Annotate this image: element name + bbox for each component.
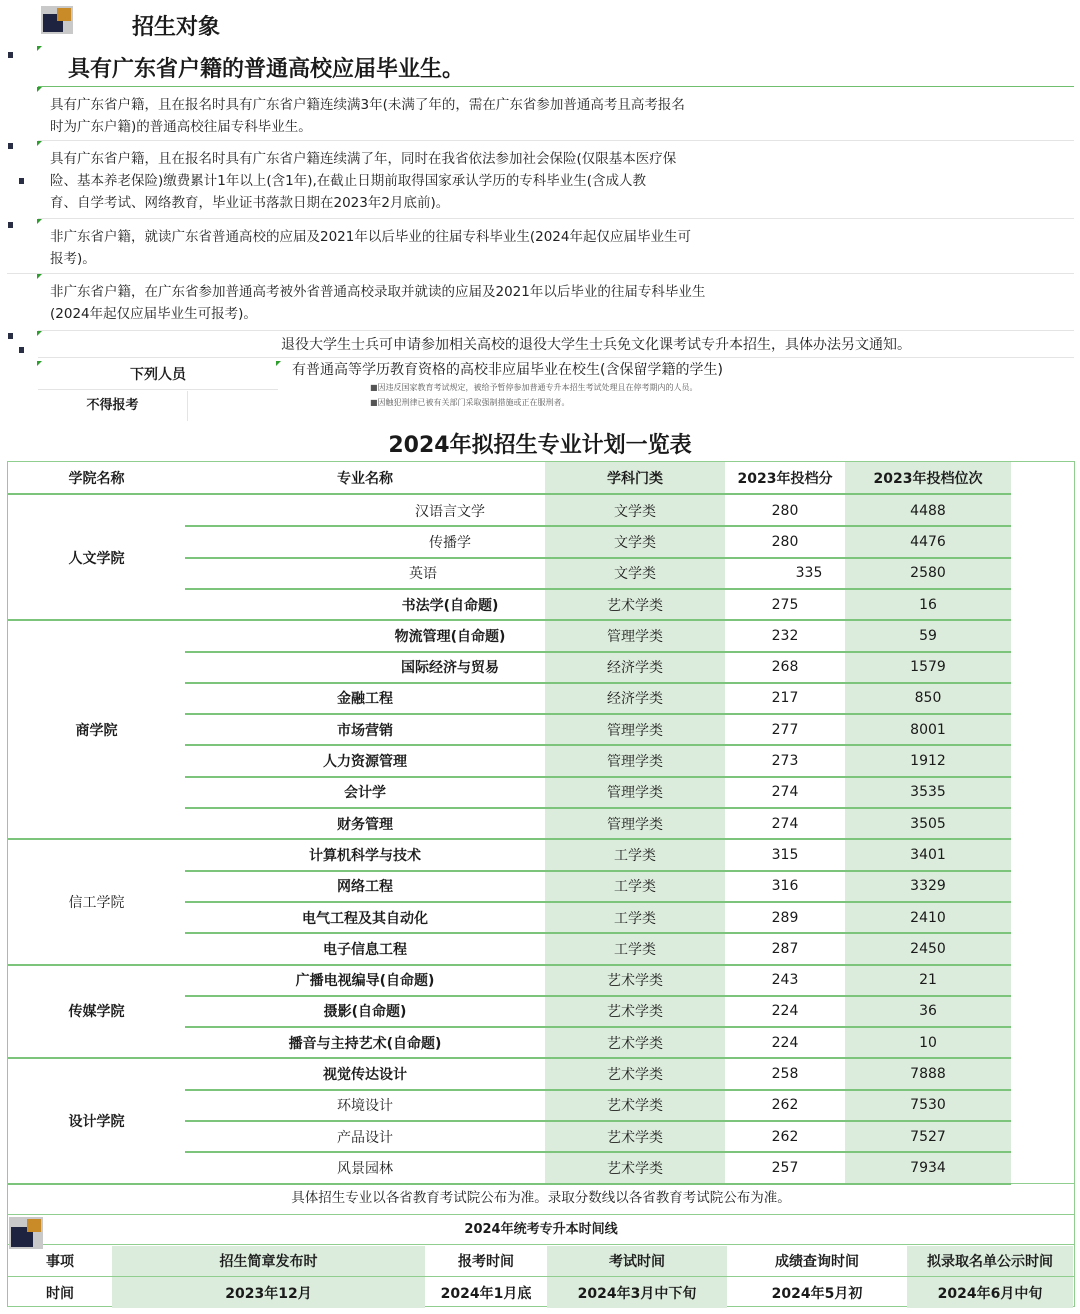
plan-table bbox=[7, 461, 1075, 1184]
major-cell: 电子信息工程 bbox=[323, 941, 407, 958]
major-cell: 国际经济与贸易 bbox=[401, 660, 499, 677]
category-cell: 艺术学类 bbox=[607, 973, 663, 990]
header-category: 学科门类 bbox=[607, 470, 663, 487]
cell-marker-icon bbox=[37, 46, 42, 51]
score-cell: 315 bbox=[771, 846, 799, 863]
major-cell: 英语 bbox=[409, 566, 437, 583]
rank-cell: 7530 bbox=[910, 1097, 946, 1114]
rank-cell: 1912 bbox=[910, 753, 946, 770]
rank-cell: 1579 bbox=[910, 659, 946, 676]
score-cell: 287 bbox=[771, 940, 799, 957]
timeline-value-cell: 2023年12月 bbox=[112, 1277, 425, 1308]
score-cell: 280 bbox=[771, 502, 799, 519]
major-cell: 财务管理 bbox=[337, 816, 393, 833]
header-major: 专业名称 bbox=[337, 470, 393, 487]
major-cell: 传播学 bbox=[429, 534, 471, 551]
score-cell: 262 bbox=[771, 1097, 799, 1114]
category-cell: 工学类 bbox=[614, 847, 656, 864]
category-cell: 经济学类 bbox=[607, 691, 663, 708]
timeline-title: 2024年统考专升本时间线 bbox=[8, 1215, 1074, 1245]
rank-cell: 3505 bbox=[910, 815, 946, 832]
rank-cell: 59 bbox=[919, 627, 937, 644]
timeline-value-cell: 2024年1月底 bbox=[440, 1285, 532, 1302]
category-cell: 艺术学类 bbox=[607, 1004, 663, 1021]
eligibility-line: 育、自学考试、网络教育，毕业证书落款日期在2023年2月底前)。 bbox=[50, 195, 450, 211]
rank-cell: 7527 bbox=[910, 1128, 946, 1145]
headline: 具有广东省户籍的普通高校应届毕业生。 bbox=[68, 57, 465, 82]
college-name: 人文学院 bbox=[68, 550, 125, 567]
timeline-header-cell: 招生简章发布时 bbox=[112, 1246, 425, 1276]
timeline-value-cell: 时间 bbox=[46, 1285, 74, 1302]
score-cell: 262 bbox=[771, 1128, 799, 1145]
category-cell: 艺术学类 bbox=[607, 1160, 663, 1177]
category-cell: 管理学类 bbox=[607, 722, 663, 739]
not-eligible-label-top: 下列人员 bbox=[38, 360, 278, 390]
category-cell: 文学类 bbox=[614, 566, 656, 583]
major-cell: 电气工程及其自动化 bbox=[302, 910, 428, 927]
bullet-icon bbox=[8, 52, 13, 58]
category-cell: 工学类 bbox=[614, 879, 656, 896]
major-cell: 书法学(自命题) bbox=[401, 597, 499, 614]
rank-cell: 16 bbox=[919, 596, 937, 613]
category-cell: 艺术学类 bbox=[607, 1035, 663, 1052]
score-cell: 257 bbox=[771, 1159, 799, 1176]
major-cell: 风景园林 bbox=[337, 1160, 393, 1177]
bullet-icon bbox=[8, 222, 13, 228]
header-score: 2023年投档分 bbox=[737, 470, 833, 487]
timeline-header-cell: 考试时间 bbox=[547, 1246, 727, 1276]
major-cell: 汉语言文学 bbox=[415, 503, 485, 520]
rank-cell: 10 bbox=[919, 1034, 937, 1051]
score-cell: 274 bbox=[771, 784, 799, 801]
score-cell: 280 bbox=[771, 533, 799, 550]
rank-cell: 4488 bbox=[910, 502, 946, 519]
college-name: 信工学院 bbox=[68, 894, 125, 911]
category-cell: 管理学类 bbox=[607, 785, 663, 802]
rank-cell: 8001 bbox=[910, 721, 946, 738]
major-cell: 网络工程 bbox=[337, 879, 393, 896]
score-cell: 275 bbox=[771, 596, 799, 613]
eligibility-line: 具有广东省户籍，且在报名时具有广东省户籍连续满3年(未满了年的，需在广东省参加普通高考且高考报名 bbox=[50, 97, 685, 113]
plan-table-footnote: 具体招生专业以各省教育考试院公布为准。录取分数线以各省教育考试院公布为准。 bbox=[7, 1183, 1075, 1215]
category-cell: 经济学类 bbox=[607, 660, 663, 677]
bullet-icon bbox=[19, 178, 24, 184]
category-cell: 管理学类 bbox=[607, 816, 663, 833]
score-cell: 335 bbox=[795, 565, 823, 582]
timeline-value-cell: 2024年3月中下旬 bbox=[547, 1277, 727, 1308]
category-cell: 文学类 bbox=[614, 503, 656, 520]
rank-cell: 2580 bbox=[910, 565, 946, 582]
score-cell: 316 bbox=[771, 878, 799, 895]
category-cell: 工学类 bbox=[614, 941, 656, 958]
category-cell: 艺术学类 bbox=[607, 1067, 663, 1084]
college-name: 设计学院 bbox=[68, 1113, 125, 1130]
major-cell: 物流管理(自命题) bbox=[394, 628, 506, 645]
eligibility-line: (2024年起仅应届毕业生可报考)。 bbox=[50, 306, 257, 322]
major-cell: 播音与主持艺术(自命题) bbox=[288, 1035, 442, 1052]
college-name: 传媒学院 bbox=[68, 1004, 125, 1021]
bullet-icon bbox=[8, 333, 13, 339]
category-cell: 管理学类 bbox=[607, 754, 663, 771]
rank-cell: 2410 bbox=[910, 909, 946, 926]
rank-cell: 7934 bbox=[910, 1159, 946, 1176]
score-cell: 232 bbox=[771, 627, 799, 644]
eligibility-item bbox=[7, 273, 1074, 329]
rank-cell: 4476 bbox=[910, 533, 946, 550]
major-cell: 环境设计 bbox=[337, 1098, 393, 1115]
timeline-table bbox=[7, 1214, 1075, 1307]
category-cell: 工学类 bbox=[614, 910, 656, 927]
score-cell: 268 bbox=[771, 659, 799, 676]
major-cell: 人力资源管理 bbox=[323, 754, 407, 771]
table-header-row bbox=[8, 462, 1074, 493]
timeline-value-cell: 2024年6月中旬 bbox=[907, 1277, 1073, 1308]
logo-icon bbox=[41, 6, 73, 34]
bullet-icon bbox=[8, 143, 13, 149]
category-cell: 艺术学类 bbox=[607, 1129, 663, 1146]
college-name: 商学院 bbox=[75, 722, 118, 739]
eligibility-line: 非广东省户籍，就读广东省普通高校的应届及2021年以后毕业的往届专科毕业生(2024年起仅应届毕业生可 bbox=[50, 229, 691, 245]
bullet-icon bbox=[19, 347, 24, 353]
not-eligible-content bbox=[278, 360, 1068, 410]
rank-cell: 7888 bbox=[910, 1066, 946, 1083]
timeline-header-cell: 报考时间 bbox=[458, 1254, 514, 1270]
eligibility-line: 具有广东省户籍，且在报名时具有广东省户籍连续满了年，同时在我省依法参加社会保险(仅限基本医疗保 bbox=[50, 151, 677, 167]
major-cell: 视觉传达设计 bbox=[323, 1067, 407, 1084]
timeline-header-row bbox=[8, 1246, 1074, 1277]
plan-table-title: 2024年拟招生专业计划一览表 bbox=[388, 433, 692, 458]
category-cell: 文学类 bbox=[614, 534, 656, 551]
not-eligible-label-bottom: 不得报考 bbox=[38, 391, 188, 421]
not-eligible-sub-item: ■因违反国家教育考试规定，被给予暂停参加普通专升本招生考试处理且在停考期内的人员。 bbox=[370, 383, 698, 392]
timeline-value-row bbox=[8, 1277, 1074, 1308]
rank-cell: 3401 bbox=[910, 846, 946, 863]
eligibility-line: 险、基本养老保险)缴费累计1年以上(含1年),在截止日期前取得国家承认学历的专科毕业生(含成人教 bbox=[50, 173, 647, 189]
header-rank: 2023年投档位次 bbox=[873, 470, 983, 487]
eligibility-line: 时为广东户籍)的普通高校往届专科毕业生。 bbox=[50, 119, 312, 135]
category-cell: 管理学类 bbox=[607, 628, 663, 645]
major-cell: 会计学 bbox=[344, 785, 386, 802]
score-cell: 217 bbox=[771, 690, 799, 707]
score-cell: 273 bbox=[771, 753, 799, 770]
category-cell: 艺术学类 bbox=[607, 597, 663, 614]
not-eligible-main: 有普通高等学历教育资格的高校非应届毕业在校生(含保留学籍的学生) bbox=[292, 362, 723, 378]
score-cell: 274 bbox=[771, 815, 799, 832]
category-cell: 艺术学类 bbox=[607, 1098, 663, 1115]
veteran-note: 退役大学生士兵可申请参加相关高校的退役大学生士兵免文化课考试专升本招生，具体办法另文通知。 bbox=[38, 330, 1074, 358]
timeline-header-cell: 成绩查询时间 bbox=[775, 1254, 859, 1270]
timeline-header-cell: 拟录取名单公示时间 bbox=[907, 1246, 1073, 1276]
not-eligible-label bbox=[38, 360, 278, 422]
eligibility-line: 非广东省户籍，在广东省参加普通高考被外省普通高校录取并就读的应届及2021年以后毕业的往届专科毕业生 bbox=[50, 284, 706, 300]
eligibility-item bbox=[38, 140, 1074, 218]
timeline-header-cell: 事项 bbox=[46, 1254, 74, 1270]
major-cell: 金融工程 bbox=[337, 691, 393, 708]
score-cell: 258 bbox=[771, 1066, 799, 1083]
major-cell: 广播电视编导(自命题) bbox=[295, 973, 435, 990]
major-cell: 产品设计 bbox=[337, 1129, 393, 1146]
rank-cell: 3535 bbox=[910, 784, 946, 801]
major-cell: 计算机科学与技术 bbox=[309, 847, 421, 864]
header-college: 学院名称 bbox=[68, 470, 125, 487]
eligibility-item bbox=[38, 218, 1074, 272]
score-cell: 224 bbox=[771, 1003, 799, 1020]
eligibility-item bbox=[38, 86, 1074, 139]
timeline-value-cell: 2024年5月初 bbox=[771, 1285, 863, 1302]
rank-cell: 21 bbox=[919, 972, 937, 989]
eligibility-line: 报考)。 bbox=[50, 251, 96, 267]
not-eligible-sub-item: ■因触犯刑律已被有关部门采取强制措施或正在服刑者。 bbox=[370, 398, 570, 407]
rank-cell: 2450 bbox=[910, 940, 946, 957]
major-cell: 摄影(自命题) bbox=[323, 1004, 407, 1021]
rank-cell: 3329 bbox=[910, 878, 946, 895]
score-cell: 289 bbox=[771, 909, 799, 926]
score-cell: 243 bbox=[771, 972, 799, 989]
rank-cell: 850 bbox=[914, 690, 942, 707]
logo-icon bbox=[9, 1217, 43, 1249]
section-title: 招生对象 bbox=[132, 15, 221, 40]
rank-cell: 36 bbox=[919, 1003, 937, 1020]
major-cell: 市场营销 bbox=[337, 722, 393, 739]
score-cell: 224 bbox=[771, 1034, 799, 1051]
score-cell: 277 bbox=[771, 721, 799, 738]
